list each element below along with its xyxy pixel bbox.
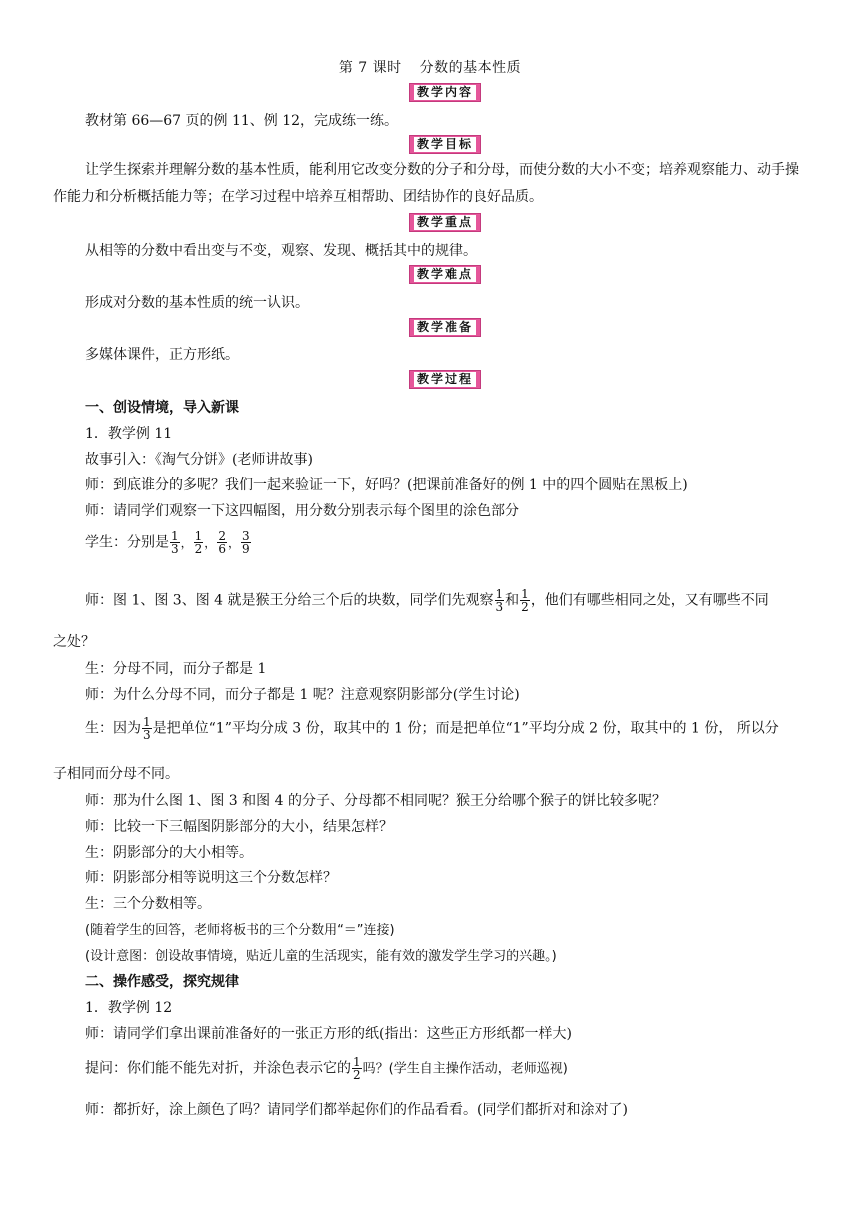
teacher-line-6: 师：比较一下三幅图阴影部分的大小，结果怎样？: [85, 819, 393, 835]
fraction-1: $\frac{1}{3}$: [171, 529, 179, 556]
student-line-2: 生：分母不同，而分子都是 1: [85, 661, 267, 677]
section2-teacher-line-2: 师：都折好，涂上颜色了吗？请同学们都举起你们的作品看看。(同学们都折对和涂对了): [85, 1102, 628, 1118]
section1-heading: 一、创设情境，导入新课: [85, 400, 239, 416]
fraction-3: $\frac{2}{6}$: [218, 529, 226, 556]
story-intro: 故事引入：《淘气分饼》(老师讲故事): [85, 452, 313, 468]
fraction-one-third: $\frac{1}{3}$: [495, 587, 504, 614]
student-line-5: 生：三个分数相等。: [85, 896, 211, 912]
key-text: 从相等的分数中看出变与不变，观察、发现、概括其中的规律。: [85, 243, 477, 259]
badge-teaching-process: 教学过程: [409, 370, 481, 389]
fraction-one-third-b: $\frac{1}{3}$: [143, 715, 151, 742]
prep-text: 多媒体课件，正方形纸。: [85, 347, 239, 363]
section1-sub: 1．教学例 11: [85, 426, 173, 442]
badge-teaching-difficulty: 教学难点: [409, 265, 481, 284]
teacher-line-1: 师：到底谁分的多呢？我们一起来验证一下，好吗？(把课前准备好的例 1 中的四个圆贴在黑板上): [85, 477, 688, 493]
fraction-one-half-b: $\frac{1}{2}$: [353, 1055, 361, 1082]
teacher-line-7: 师：阴影部分相等说明这三个分数怎样？: [85, 870, 337, 886]
difficulty-text: 形成对分数的基本性质的统一认识。: [85, 295, 309, 311]
section2-heading: 二、操作感受，探究规律: [85, 974, 239, 990]
teacher-line-3: 师：图 1、图 3、图 4 就是猴王分给三个后的块数，同学们先观察 $\frac{1}{3}$ 和 $\frac{1}{2}$ ，他们有哪些相同之处，又有哪些不同: [85, 587, 769, 614]
fraction-4: $\frac{3}{9}$: [241, 529, 250, 556]
lesson-number: 第 7 课时: [338, 60, 402, 76]
student-fractions-line: 学生：分别是 $\frac{1}{3}$ ， $\frac{1}{2}$ ， $\frac{2}{6}$ ， $\frac{3}{9}$: [85, 529, 250, 556]
badge-teaching-goal: 教学目标: [409, 135, 481, 154]
fraction-one-half: $\frac{1}{2}$: [521, 587, 529, 614]
content-text: 教材第 66—67 页的例 11、例 12，完成练一练。: [85, 113, 399, 129]
student-line-3: 生：因为 $\frac{1}{3}$ 是把单位“1”平均分成 3 份，取其中的 1 份；而是把单位“1”平均分成 2 份，取其中的 1 份， 所以分: [85, 715, 779, 742]
teacher-line-5: 师：那为什么图 1、图 3 和图 4 的分子、分母都不相同呢？猴王分给哪个猴子的饼比较多呢？: [85, 793, 666, 809]
badge-teaching-content: 教学内容: [409, 83, 481, 102]
teacher-line-2: 师：请同学们观察一下这四幅图，用分数分别表示每个图里的涂色部分: [85, 503, 519, 519]
student-line-4: 生：阴影部分的大小相等。: [85, 845, 253, 861]
section2-sub: 1．教学例 12: [85, 1000, 173, 1016]
design-intent: (设计意图：创设故事情境，贴近儿童的生活现实，能有效的激发学生学习的兴趣。): [85, 949, 557, 964]
board-note: (随着学生的回答，老师将板书的三个分数用“＝”连接): [85, 923, 395, 938]
badge-teaching-prep: 教学准备: [409, 318, 481, 337]
page-title: [0, 57, 860, 77]
badge-teaching-key: 教学重点: [409, 213, 481, 232]
section2-question: 提问：你们能不能先对折，并涂色表示它的 $\frac{1}{2}$ 吗？(学生自主操作活动，老师巡视): [85, 1055, 568, 1082]
fraction-2: $\frac{1}{2}$: [194, 529, 203, 556]
lesson-topic: 分数的基本性质: [419, 60, 522, 76]
teacher-line-3-cont: 之处？: [53, 634, 95, 650]
student-line-3-cont: 子相同而分母不同。: [53, 766, 179, 782]
teacher-line-4: 师：为什么分母不同，而分子都是 1 呢？注意观察阴影部分(学生讨论): [85, 687, 520, 703]
goal-text: 让学生探索并理解分数的基本性质，能利用它改变分数的分子和分母，而使分数的大小不变；培养观察能力、动手操作能力和分析概括能力等；在学习过程中培养互相帮助、团结协作的良好品质。: [53, 162, 799, 205]
section2-teacher-line-1: 师：请同学们拿出课前准备好的一张正方形的纸(指出：这些正方形纸都一样大): [85, 1026, 572, 1042]
